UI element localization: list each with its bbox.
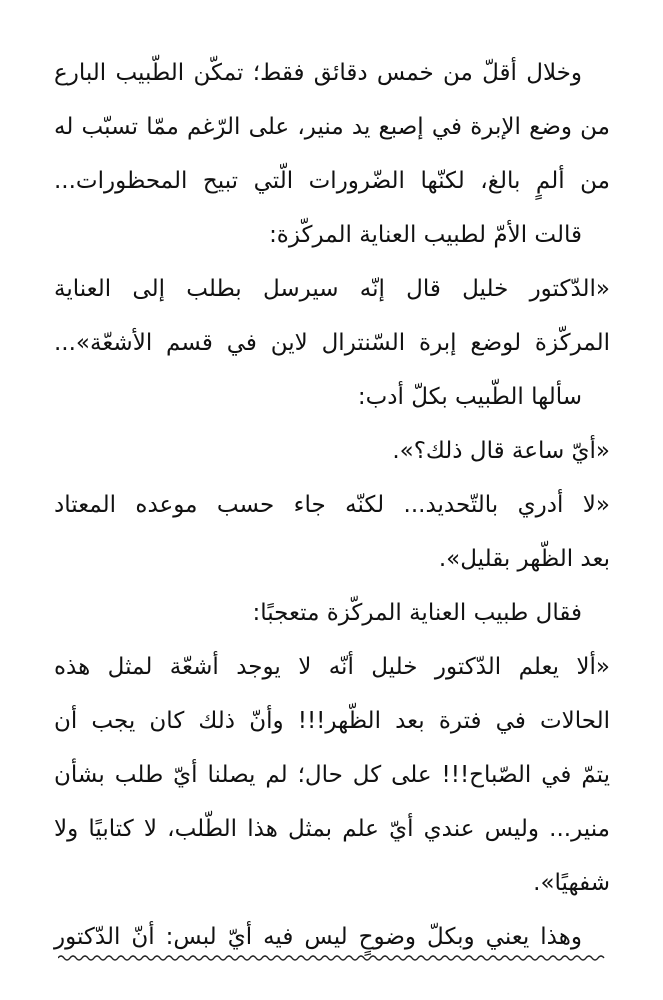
text-line: «الدّكتور خليل قال إنّه سيرسل بطلب إلى العناية [54,276,610,302]
page-text [54,46,610,964]
text-line: المركّزة لوضع إبرة السّنترال لاين في قسم الأشعّة»... [54,330,610,356]
text-line: الحالات في فترة بعد الظّهر!!! وأنّ ذلك كان يجب أن [54,708,610,734]
text-line: بعد الظّهر بقليل». [438,546,610,572]
text-line: شفهيًا». [533,870,610,896]
text-line: «ألا يعلم الدّكتور خليل أنّه لا يوجد أشعّة لمثل هذه [54,654,610,680]
text-line: من وضع الإبرة في إصبع يد منير، على الرّغم ممّا تسبّب له [54,114,610,140]
text-line: فقال طبيب العناية المركّزة متعجبًا: [252,600,582,626]
text-line: «أيّ ساعة قال ذلك؟». [392,438,610,464]
text-line: من ألمٍ بالغ، لكنّها الضّرورات الّتي تبيح المحظورات... [54,168,610,194]
text-line: «لا أدري بالتّحديد... لكنّه جاء حسب موعده المعتاد [54,492,610,518]
text-line: قالت الأمّ لطبيب العناية المركّزة: [269,222,582,248]
text-line: يتمّ في الصّباح!!! على كل حال؛ لم يصلنا أيّ طلب بشأن [54,762,610,788]
text-line: وهذا يعني وبكلّ وضوحٍ ليس فيه أيّ لبس: أنّ الدّكتور [54,924,582,950]
wavy-divider [58,952,606,964]
text-line: سألها الطّبيب بكلّ أدب: [357,384,582,410]
text-line: منير... وليس عندي أيّ علم بمثل هذا الطّلب، لا كتابيًا ولا [54,816,610,842]
text-line: وخلال أقلّ من خمس دقائق فقط؛ تمكّن الطّبيب البارع [54,60,582,86]
wavy-divider-line [58,956,604,960]
